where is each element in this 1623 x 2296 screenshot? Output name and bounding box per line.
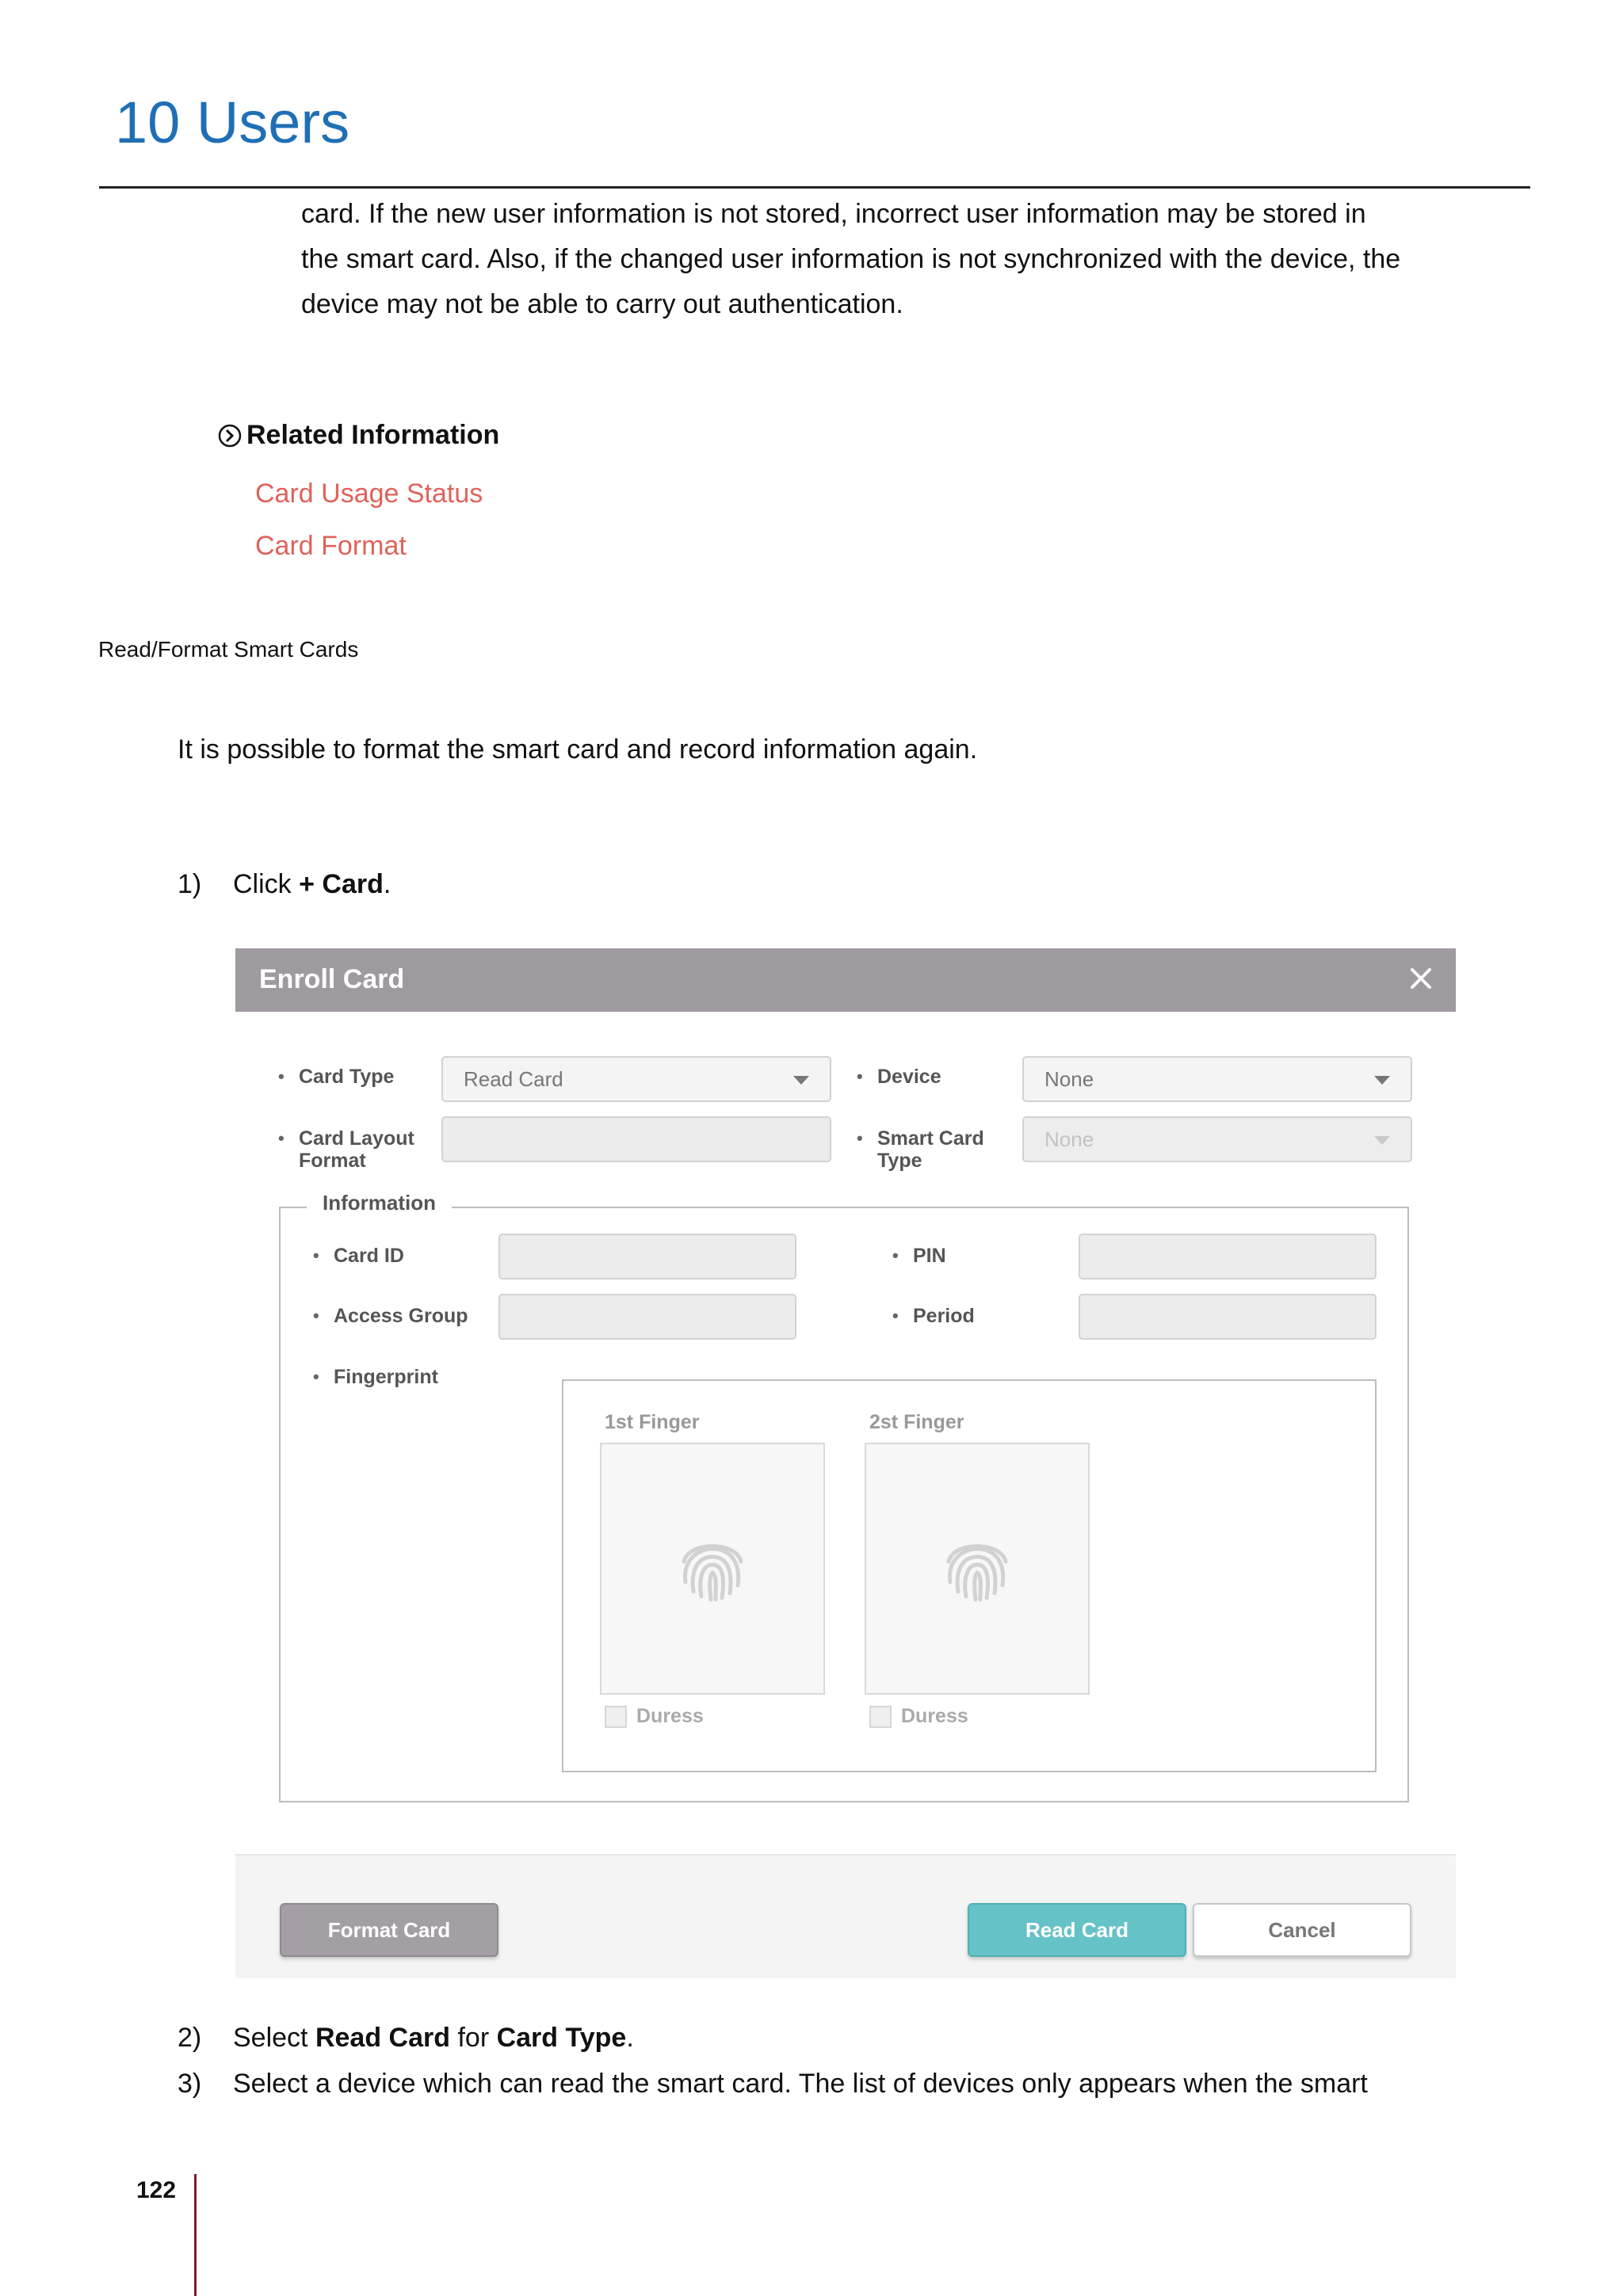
period-field xyxy=(1079,1294,1377,1340)
first-finger-label: 1st Finger xyxy=(605,1411,700,1433)
header-rule xyxy=(99,186,1530,189)
second-finger-label: 2st Finger xyxy=(869,1411,964,1433)
card-type-value: Read Card xyxy=(464,1067,563,1091)
card-layout-format-label: • Card Layout Format xyxy=(299,1127,414,1172)
fingerprint-label: • Fingerprint xyxy=(334,1366,438,1388)
fingerprint-icon xyxy=(939,1530,1015,1606)
chevron-down-icon xyxy=(1374,1136,1390,1145)
step-number: 1) xyxy=(178,869,202,899)
paragraph-line: the smart card. Also, if the changed user information is not synchronized with the device, the xyxy=(301,244,1401,274)
read-card-button[interactable]: Read Card xyxy=(968,1903,1186,1957)
card-type-select[interactable] xyxy=(441,1056,831,1102)
link-card-usage-status[interactable]: Card Usage Status xyxy=(255,479,483,509)
related-heading-text: Related Information xyxy=(246,420,500,450)
close-icon[interactable] xyxy=(1408,966,1434,991)
first-finger-area[interactable] xyxy=(600,1443,825,1695)
step-number: 2) xyxy=(178,2023,202,2053)
duress-checkbox-2[interactable] xyxy=(869,1706,892,1728)
fingerprint-icon xyxy=(674,1530,750,1606)
step-text: Select a device which can read the smart card. The list of devices only appears when the smart xyxy=(233,2069,1368,2099)
link-card-format[interactable]: Card Format xyxy=(255,531,407,561)
step-3 xyxy=(178,2069,1368,2100)
duress-checkbox-1[interactable] xyxy=(605,1706,627,1728)
duress-label-2: Duress xyxy=(901,1705,968,1727)
card-layout-format-field xyxy=(441,1116,831,1162)
step-1 xyxy=(178,869,391,900)
continuation-paragraph xyxy=(301,192,1458,327)
pin-field xyxy=(1079,1234,1377,1280)
step-number: 3) xyxy=(178,2069,202,2099)
step-2 xyxy=(178,2023,634,2054)
paragraph-line: card. If the new user information is not stored, incorrect user information may be stored in xyxy=(301,199,1366,229)
page-number: 122 xyxy=(136,2177,177,2203)
chevron-down-icon xyxy=(1374,1076,1390,1085)
pin-label: • PIN xyxy=(913,1245,946,1267)
section-title: Read/Format Smart Cards xyxy=(98,637,359,662)
information-legend: Information xyxy=(307,1191,452,1215)
format-card-button[interactable]: Format Card xyxy=(280,1903,498,1957)
device-select[interactable] xyxy=(1022,1056,1412,1102)
duress-label-1: Duress xyxy=(636,1705,704,1727)
chevron-circle-icon xyxy=(218,424,242,448)
card-type-label: • Card Type xyxy=(299,1066,394,1088)
step-text: Select Read Card for Card Type. xyxy=(233,2023,634,2053)
section-intro: It is possible to format the smart card and record information again. xyxy=(178,734,978,765)
card-id-field xyxy=(498,1234,796,1280)
device-label: • Device xyxy=(877,1066,941,1088)
chevron-down-icon xyxy=(793,1076,809,1085)
access-group-label: • Access Group xyxy=(334,1305,468,1327)
card-id-label: • Card ID xyxy=(334,1245,404,1267)
cancel-button[interactable]: Cancel xyxy=(1193,1903,1411,1957)
smart-card-type-label: • Smart Card Type xyxy=(877,1127,984,1172)
paragraph-line: device may not be able to carry out authentication. xyxy=(301,289,903,319)
access-group-field xyxy=(498,1294,796,1340)
related-information-heading xyxy=(218,420,499,451)
period-label: • Period xyxy=(913,1305,975,1327)
step-text: Click + Card. xyxy=(233,869,391,899)
second-finger-area[interactable] xyxy=(865,1443,1090,1695)
smart-card-type-select xyxy=(1022,1116,1412,1162)
chapter-title: 10 Users xyxy=(115,90,350,155)
enroll-card-dialog xyxy=(235,948,1456,1978)
smart-card-type-value: None xyxy=(1044,1127,1094,1151)
fingerprint-panel xyxy=(562,1379,1377,1772)
device-value: None xyxy=(1044,1067,1094,1091)
footer-rule xyxy=(194,2174,197,2296)
dialog-title-bar xyxy=(235,948,1456,1012)
dialog-title: Enroll Card xyxy=(259,964,405,994)
